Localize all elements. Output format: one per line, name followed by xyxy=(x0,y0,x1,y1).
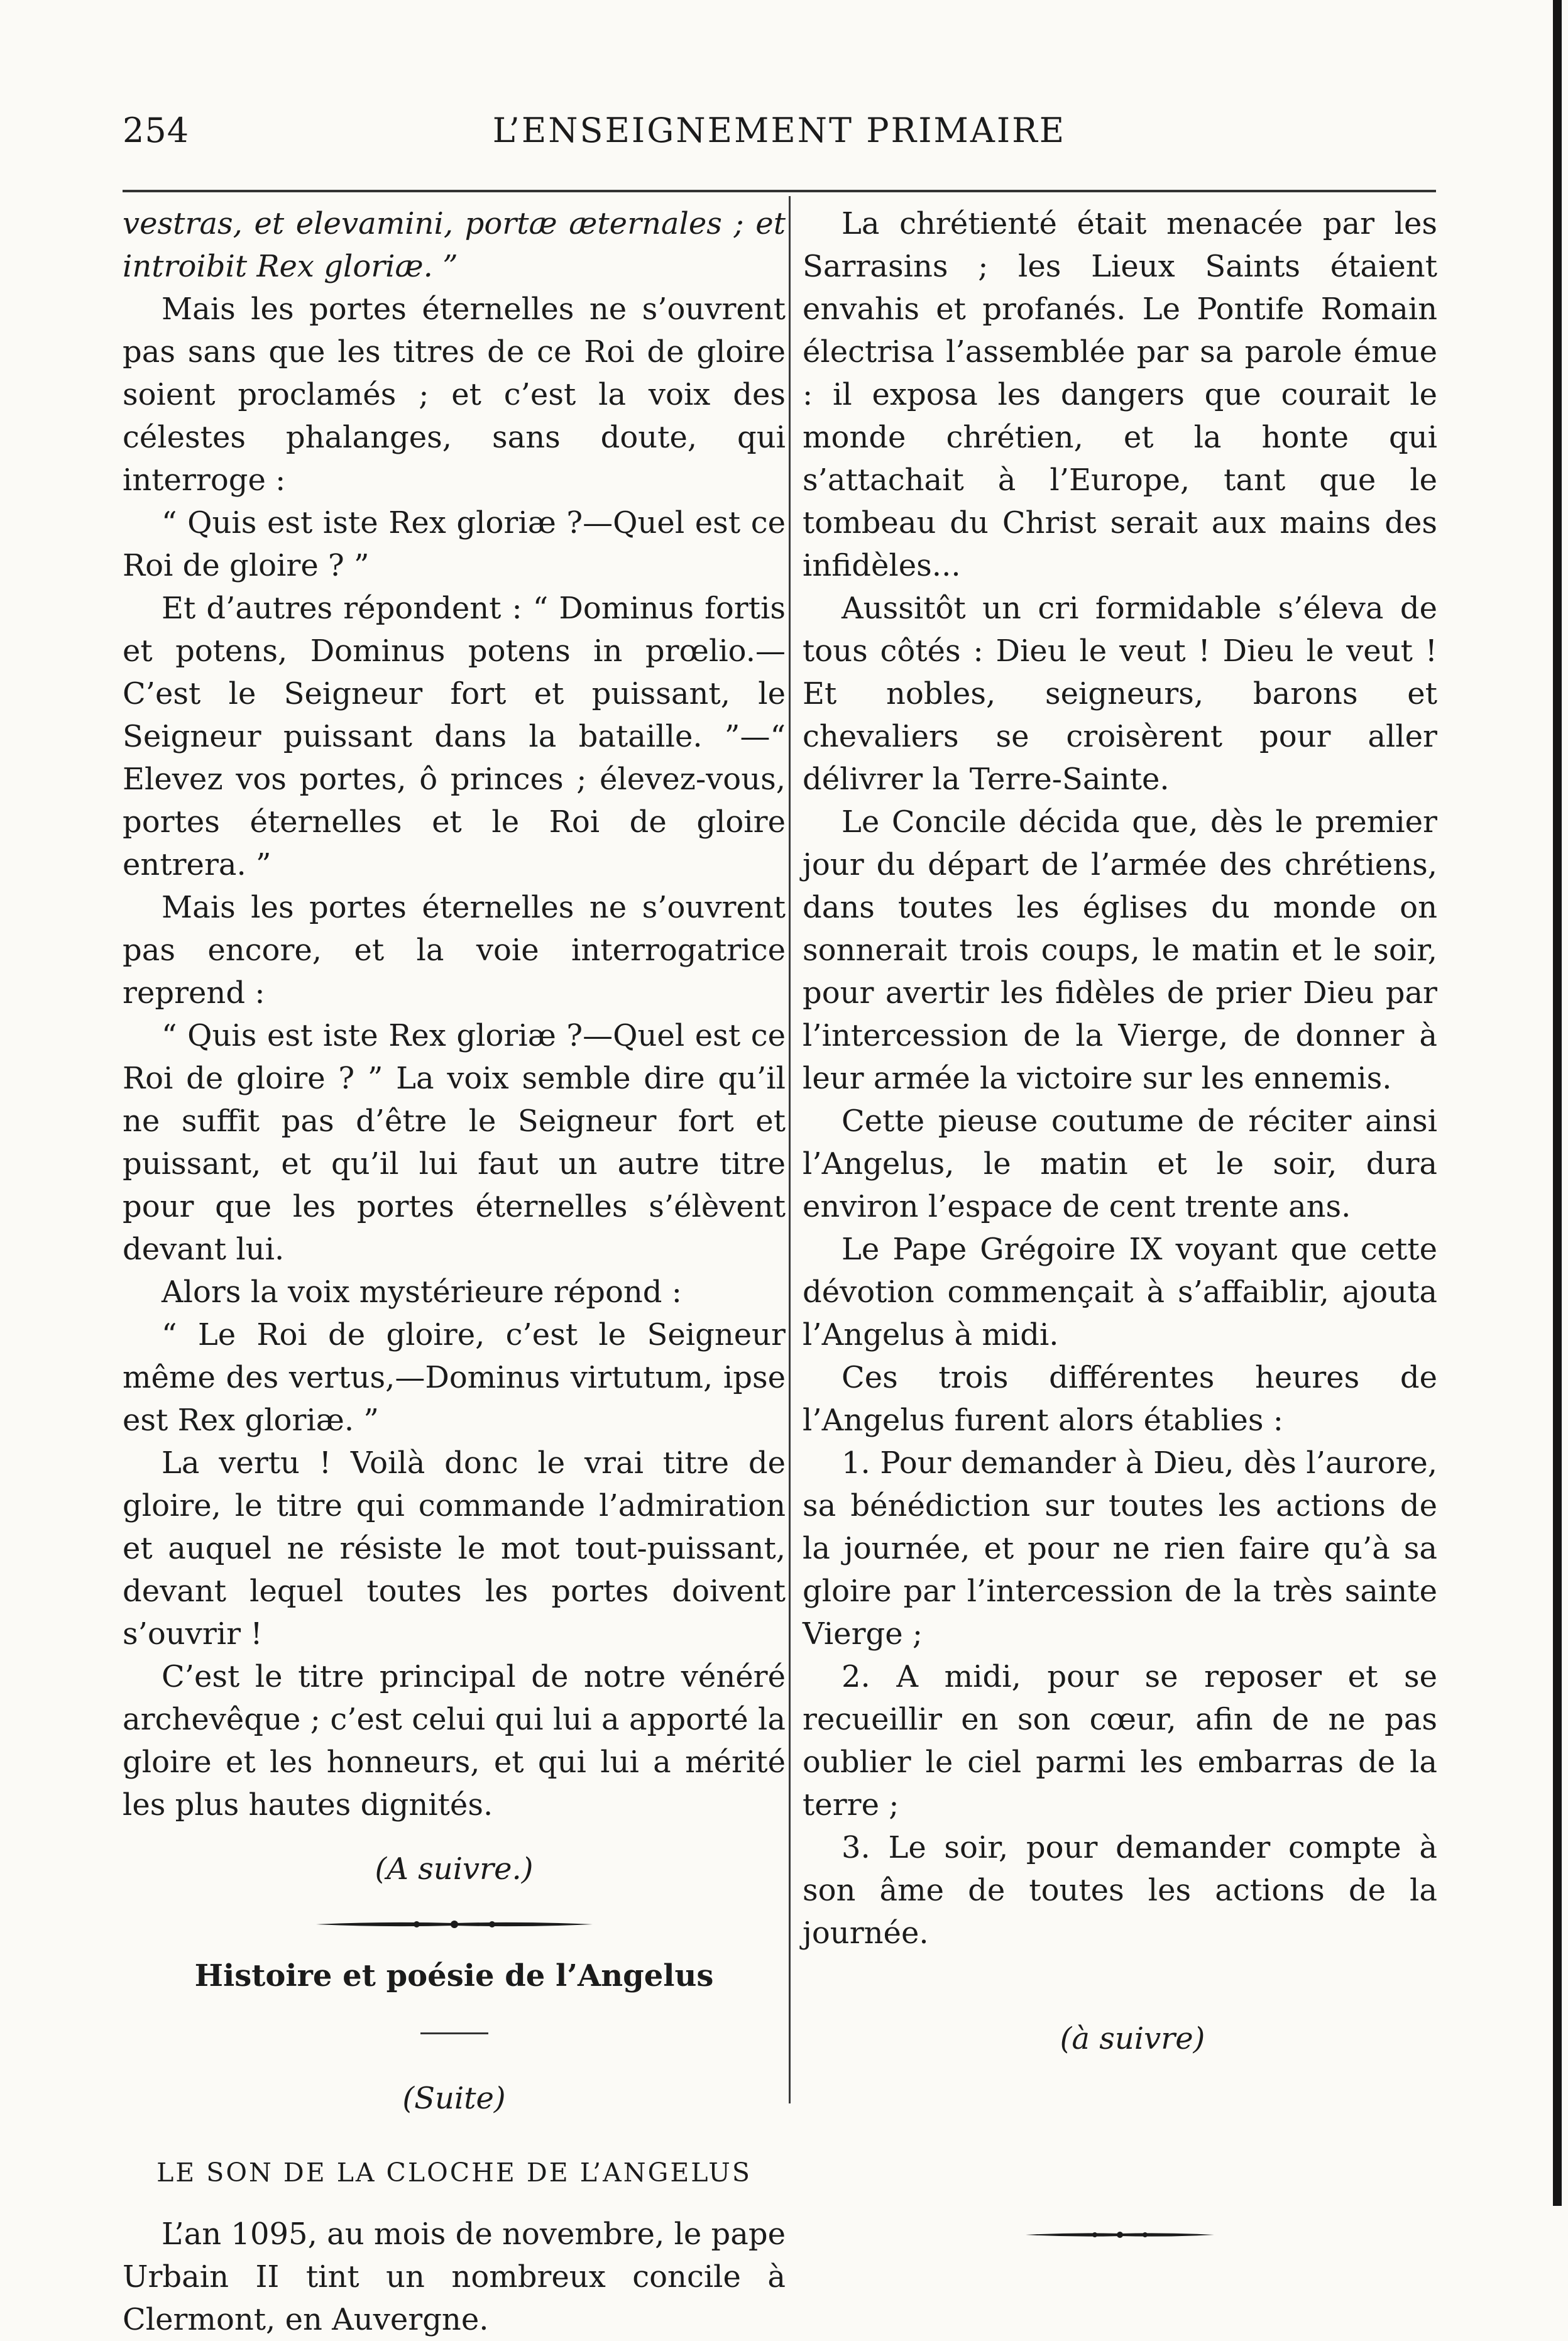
paragraph: “ Quis est iste Rex gloriæ ?—Quel est ce Roi de gloire ? ” xyxy=(123,505,786,583)
paragraph: La vertu ! Voilà donc le vrai titre de gloire, le titre qui commande l’admiration et auquel ne résiste le mot tout-puissant, devant lequel toutes les portes doivent s’ouvrir ! xyxy=(123,1445,786,1652)
paragraph: Mais les portes éternelles ne s’ouvrent pas sans que les titres de ce Roi de gloire soient proclamés ; et c’est la voix des célestes phalanges, sans doute, qui interroge : xyxy=(123,292,786,498)
chapter-heading: LE SON DE LA CLOCHE DE L’ANGELUS xyxy=(156,2157,752,2188)
section-title: Histoire et poésie de l’Angelus xyxy=(194,1958,714,1993)
list-item: 2. A midi, pour se reposer et se recueillir en son cœur, afin de ne pas oublier le ciel parmi les embarras de la terre ; xyxy=(803,1659,1437,1823)
paragraph: La chrétienté était menacée par les Sarrasins ; les Lieux Saints étaient envahis et profanés. Le Pontife Romain électrisa l’assemblée par sa parole émue : il exposa les dangers que courait le monde chrétien, et la honte qui s’attachait à l’Europe, tant que le tombeau du Christ serait aux mains des infidèles... xyxy=(803,206,1437,583)
to-be-continued-note: (A suivre.) xyxy=(375,1851,534,1887)
paragraph: Mais les portes éternelles ne s’ouvrent pas encore, et la voie interrogatrice reprend : xyxy=(123,890,786,1011)
paragraph: Alors la voix mystérieure répond : xyxy=(162,1275,682,1310)
paragraph: Le Concile décida que, dès le premier jour du départ de l’armée des chrétiens, dans toutes les églises du monde on sonnerait trois coups, le matin et le soir, pour avertir les fidèles de prier Dieu par l’intercession de la Vierge, de donner à leur armée la victoire sur les ennemis. xyxy=(803,804,1437,1096)
right-column xyxy=(803,202,1437,2240)
page-spine-edge xyxy=(1553,0,1562,2206)
page-header xyxy=(123,111,1436,167)
paragraph: “ Quis est iste Rex gloriæ ?—Quel est ce Roi de gloire ? ” La voix semble dire qu’il ne suffit pas d’être le Seigneur fort et puissant, et qu’il lui faut un autre titre pour que les portes éternelles s’élèvent devant lui. xyxy=(123,1018,786,1267)
paragraph: “ Le Roi de gloire, c’est le Seigneur même des vertus,—Dominus virtutum, ipse est Rex gloriæ. ” xyxy=(123,1317,786,1438)
title-rule xyxy=(420,2032,488,2034)
ornament-divider-icon xyxy=(1026,2230,1214,2240)
paragraph: vestras, et elevamini, portæ æternales ; et introibit Rex gloriæ. ” xyxy=(123,206,786,284)
paragraph: Aussitôt un cri formidable s’éleva de tous côtés : Dieu le veut ! Dieu le veut ! Et nobles, seigneurs, barons et chevaliers se croisèrent pour aller délivrer la Terre-Sainte. xyxy=(803,591,1437,797)
running-title: L’ENSEIGNEMENT PRIMAIRE xyxy=(492,111,1066,150)
column-divider xyxy=(789,196,791,2103)
header-rule xyxy=(123,190,1436,192)
paragraph: Ces trois différentes heures de l’Angelus furent alors établies : xyxy=(803,1360,1437,1438)
paragraph: Le Pape Grégoire IX voyant que cette dévotion commençait à s’affaiblir, ajouta l’Angelus à midi. xyxy=(803,1232,1437,1352)
suite-label: (Suite) xyxy=(402,2081,506,2116)
to-be-continued-note: (à suivre) xyxy=(1060,2021,1205,2056)
paragraph: Et d’autres répondent : “ Dominus fortis et potens, Dominus potens in prœlio.—C’est le Seigneur fort et puissant, le Seigneur puissant dans la bataille. ”—“ Elevez vos portes, ô princes ; élevez-vous, portes éternelles et le Roi de gloire entrera. ” xyxy=(123,591,786,882)
list-item: 3. Le soir, pour demander compte à son âme de toutes les actions de la journée. xyxy=(803,1830,1437,1951)
paragraph: L’an 1095, au mois de novembre, le pape Urbain II tint un nombreux concile à Clermont, en Auvergne. xyxy=(123,2217,786,2337)
ornament-divider-icon xyxy=(316,1919,593,1929)
paragraph: C’est le titre principal de notre vénéré archevêque ; c’est celui qui lui a apporté la gloire et les honneurs, et qui lui a mérité les plus hautes dignités. xyxy=(123,1659,786,1823)
list-item: 1. Pour demander à Dieu, dès l’aurore, sa bénédiction sur toutes les actions de la journée, et pour ne rien faire qu’à sa gloire par l’intercession de la très sainte Vierge ; xyxy=(803,1445,1437,1652)
paragraph: Cette pieuse coutume de réciter ainsi l’Angelus, le matin et le soir, dura environ l’espace de cent trente ans. xyxy=(803,1104,1437,1224)
left-column xyxy=(123,202,786,2341)
page-number: 254 xyxy=(123,111,190,150)
